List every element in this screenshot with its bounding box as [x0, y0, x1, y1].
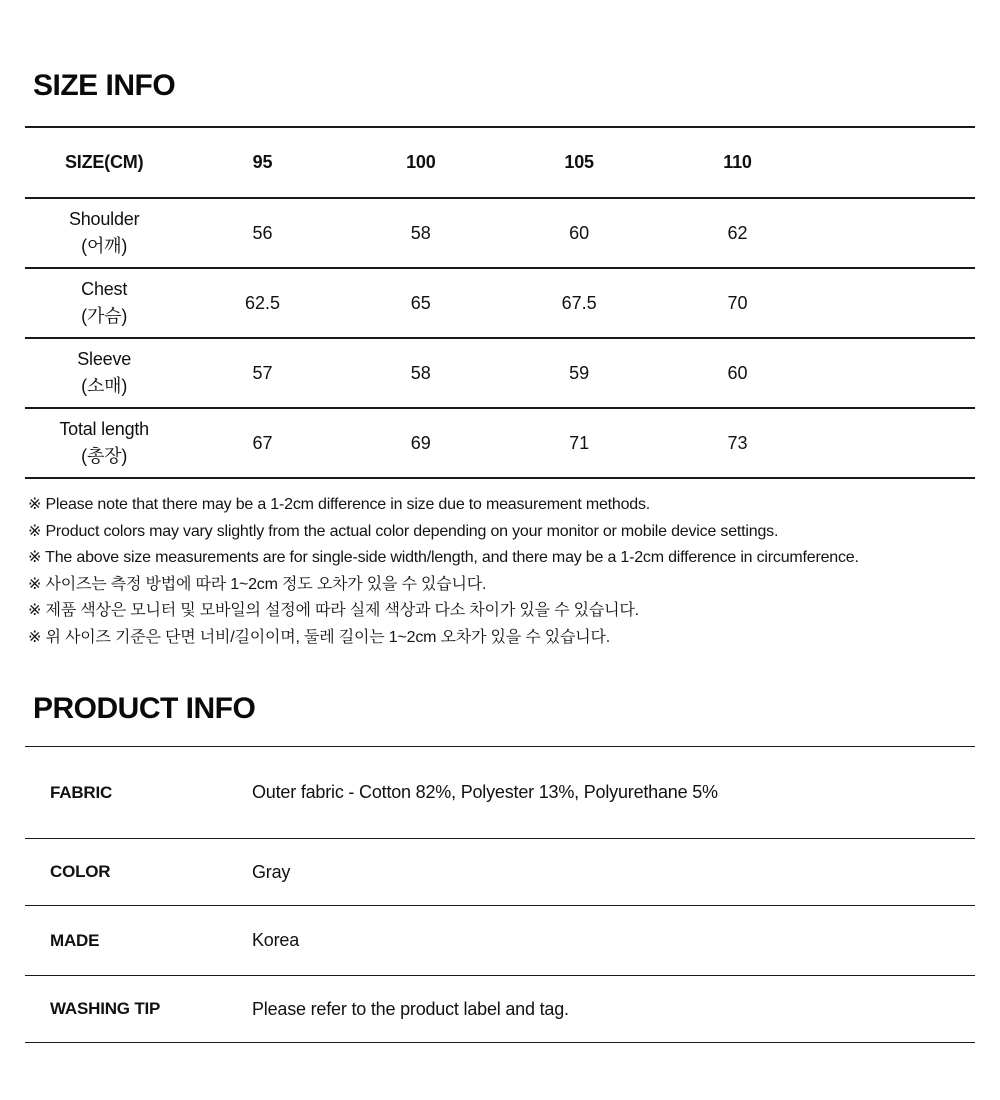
size-table-header-label: SIZE(CM)	[25, 127, 183, 198]
size-table-spacer	[817, 268, 975, 338]
size-value-cell: 67	[183, 408, 341, 478]
table-row-chest	[25, 268, 975, 338]
size-table-header-row	[25, 127, 975, 198]
row-label-en: Shoulder	[68, 209, 140, 229]
size-table-spacer	[817, 408, 975, 478]
product-info-title: PRODUCT INFO	[33, 692, 256, 725]
row-label-kr: (가슴)	[81, 306, 128, 326]
table-row-total-length	[25, 408, 975, 478]
table-row-shoulder	[25, 198, 975, 268]
size-column-header: 110	[658, 127, 816, 198]
size-column-header: 100	[342, 127, 500, 198]
size-info-title: SIZE INFO	[33, 69, 176, 102]
note-line-en: ※ The above size measurements are for single-side width/length, and there may be a 1-2cm difference in circumference.	[28, 549, 859, 566]
row-label-kr: (어깨)	[81, 236, 128, 256]
size-value-cell: 59	[500, 338, 658, 408]
product-info-list	[25, 746, 975, 1043]
product-row-color	[25, 838, 975, 905]
size-value-cell: 71	[500, 408, 658, 478]
note-line-kr: ※ 위 사이즈 기준은 단면 너비/길이이며, 둘레 길이는 1~2cm 오차가 있을 수 있습니다.	[28, 628, 611, 646]
row-label	[25, 338, 183, 408]
row-label	[25, 268, 183, 338]
row-label	[25, 198, 183, 268]
product-row-label: WASHING TIP	[50, 999, 161, 1018]
size-value-cell: 56	[183, 198, 341, 268]
size-value-cell: 57	[183, 338, 341, 408]
row-label-en: Chest	[81, 279, 128, 299]
size-value-cell: 67.5	[500, 268, 658, 338]
row-label-en: Sleeve	[77, 349, 132, 369]
product-row-label: MADE	[50, 930, 100, 950]
product-row-value: Korea	[252, 930, 300, 950]
product-row-value: Please refer to the product label and tag.	[252, 998, 569, 1019]
size-value-cell: 73	[658, 408, 816, 478]
row-label-en: Total length	[59, 419, 149, 439]
note-line-kr: ※ 제품 색상은 모니터 및 모바일의 설정에 따라 실제 색상과 다소 차이가 있을 수 있습니다.	[28, 602, 639, 619]
size-table-spacer	[817, 198, 975, 268]
product-row-value: Gray	[252, 861, 291, 882]
size-value-cell: 58	[342, 198, 500, 268]
size-value-cell: 58	[342, 338, 500, 408]
size-value-cell: 65	[342, 268, 500, 338]
product-row-washing-tip	[25, 975, 975, 1042]
product-row-made	[25, 905, 975, 975]
product-row-label: COLOR	[50, 862, 111, 881]
note-line-en: ※ Please note that there may be a 1-2cm difference in size due to measurement methods.	[28, 496, 651, 513]
size-value-cell: 62.5	[183, 268, 341, 338]
row-label-kr: (소매)	[81, 376, 128, 396]
table-row-sleeve	[25, 338, 975, 408]
product-row-value: Outer fabric - Cotton 82%, Polyester 13%, Polyurethane 5%	[252, 782, 718, 802]
size-column-header: 95	[183, 127, 341, 198]
size-value-cell: 60	[500, 198, 658, 268]
size-table-spacer	[817, 127, 975, 198]
size-value-cell: 62	[658, 198, 816, 268]
size-value-cell: 60	[658, 338, 816, 408]
size-table-spacer	[817, 338, 975, 408]
size-value-cell: 69	[342, 408, 500, 478]
row-label	[25, 408, 183, 478]
product-row-label: FABRIC	[50, 782, 113, 802]
note-line-en: ※ Product colors may vary slightly from the actual color depending on your monitor or mobile device settings.	[28, 522, 779, 540]
note-line-kr: ※ 사이즈는 측정 방법에 따라 1~2cm 정도 오차가 있을 수 있습니다.	[28, 575, 487, 593]
product-row-fabric	[25, 746, 975, 838]
size-value-cell: 70	[658, 268, 816, 338]
size-column-header: 105	[500, 127, 658, 198]
size-notes	[28, 492, 975, 651]
row-label-kr: (총장)	[81, 446, 128, 466]
size-table	[25, 126, 975, 479]
